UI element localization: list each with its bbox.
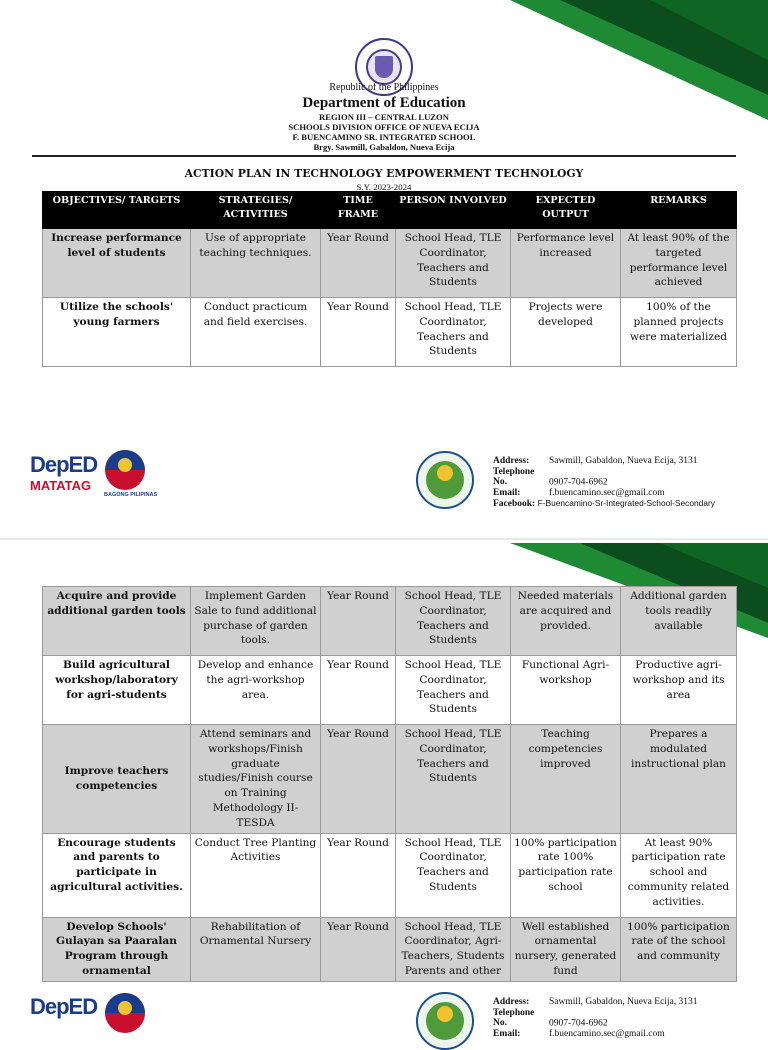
school-logo-icon <box>416 451 474 509</box>
cell-person: School Head, TLE Coordinator, Teachers and Students <box>396 229 511 298</box>
cell-person: School Head, TLE Coordinator, Agri-Teachers, Students Parents and other <box>396 917 511 981</box>
table-row <box>43 917 737 981</box>
contact-info-page2 <box>493 997 698 1039</box>
cell-remarks: At least 90% participation rate school and community related activities. <box>621 833 737 917</box>
header-strategies: STRATEGIES/ ACTIVITIES <box>191 192 321 229</box>
table-row <box>43 229 737 298</box>
cell-output: 100% participation rate 100% participation rate school <box>511 833 621 917</box>
cell-remarks: Additional garden tools readily available <box>621 587 737 656</box>
header-rule <box>32 155 736 157</box>
cell-time-frame: Year Round <box>321 725 396 834</box>
deped-logo: DepED <box>30 452 98 477</box>
table-row <box>43 725 737 834</box>
cell-strategy: Conduct practicum and field exercises. <box>191 298 321 367</box>
action-plan-table-page2 <box>42 586 737 982</box>
matatag-logo: MATATAG <box>30 478 92 493</box>
table-row <box>43 298 737 367</box>
cell-time-frame: Year Round <box>321 298 396 367</box>
department-title: Department of Education <box>302 95 466 111</box>
header-remarks: REMARKS <box>621 192 737 229</box>
cell-remarks: Productive agri-workshop and its area <box>621 656 737 725</box>
email-label: Email: <box>493 1028 521 1039</box>
cell-strategy: Implement Garden Sale to fund additional purchase of garden tools. <box>191 587 321 656</box>
cell-remarks: 100% participation rate of the school and community <box>621 917 737 981</box>
table-row <box>43 656 737 725</box>
address-label: Address: <box>493 997 530 1007</box>
cell-time-frame: Year Round <box>321 656 396 725</box>
cell-time-frame: Year Round <box>321 833 396 917</box>
telephone-label: Telephone No. <box>493 1007 535 1028</box>
cell-strategy: Use of appropriate teaching techniques. <box>191 229 321 298</box>
bagong-pilipinas-logo-icon <box>102 988 148 1034</box>
action-plan-table-page1 <box>42 191 737 367</box>
email-label: Email: <box>493 487 521 498</box>
header-objectives: OBJECTIVES/ TARGETS <box>43 192 191 229</box>
email-value: f.buencamino.sec@gmail.com <box>549 1028 665 1039</box>
telephone-value: 0907-704-6962 <box>549 1018 608 1028</box>
cell-person: School Head, TLE Coordinator, Teachers and Students <box>396 725 511 834</box>
telephone-value: 0907-704-6962 <box>549 477 608 487</box>
contact-info <box>493 456 715 510</box>
school-logo-icon <box>416 992 474 1050</box>
cell-output: Performance level increased <box>511 229 621 298</box>
header-expected-output: EXPECTED OUTPUT <box>511 192 621 229</box>
cell-strategy: Develop and enhance the agri-workshop area. <box>191 656 321 725</box>
facebook-label: Facebook: <box>493 499 536 509</box>
address-value: Sawmill, Gabaldon, Nueva Ecija, 3131 <box>549 456 698 466</box>
cell-remarks: At least 90% of the targeted performance level achieved <box>621 229 737 298</box>
republic-line: Republic of the Philippines <box>329 82 439 93</box>
document-title: ACTION PLAN IN TECHNOLOGY EMPOWERMENT TECHNOLOGY <box>184 167 584 180</box>
cell-output: Teaching competencies improved <box>511 725 621 834</box>
table-row <box>43 587 737 656</box>
cell-output: Projects were developed <box>511 298 621 367</box>
cell-strategy: Attend seminars and workshops/Finish graduate studies/Finish course on Training Methodology II-TESDA <box>191 725 321 834</box>
cell-person: School Head, TLE Coordinator, Teachers and Students <box>396 587 511 656</box>
cell-time-frame: Year Round <box>321 587 396 656</box>
cell-objective: Develop Schools' Gulayan sa Paaralan Program through ornamental <box>43 917 191 981</box>
region-line: REGION III – CENTRAL LUZON <box>319 112 449 122</box>
cell-objective: Improve teachers competencies <box>43 725 191 834</box>
bagong-pilipinas-logo-icon <box>102 445 148 491</box>
address-label: Address: <box>493 456 530 466</box>
address-value: Sawmill, Gabaldon, Nueva Ecija, 3131 <box>549 997 698 1007</box>
cell-time-frame: Year Round <box>321 229 396 298</box>
cell-person: School Head, TLE Coordinator, Teachers and Students <box>396 833 511 917</box>
school-line: F. BUENCAMINO SR. INTEGRATED SCHOOL <box>292 132 476 142</box>
table-row <box>43 833 737 917</box>
cell-strategy: Rehabilitation of Ornamental Nursery <box>191 917 321 981</box>
cell-output: Functional Agri-workshop <box>511 656 621 725</box>
cell-output: Well established ornamental nursery, generated fund <box>511 917 621 981</box>
deped-logo-page2: DepED <box>30 994 98 1019</box>
email-value: f.buencamino.sec@gmail.com <box>549 487 665 498</box>
cell-time-frame: Year Round <box>321 917 396 981</box>
cell-objective: Utilize the schools' young farmers <box>43 298 191 367</box>
table-header-row <box>43 192 737 229</box>
school-year: S.Y. 2023-2024 <box>356 182 412 192</box>
cell-objective: Build agricultural workshop/laboratory for agri-students <box>43 656 191 725</box>
cell-output: Needed materials are acquired and provided. <box>511 587 621 656</box>
telephone-label: Telephone No. <box>493 466 535 487</box>
page-break <box>0 538 768 540</box>
bagong-pilipinas-text: BAGONG PILIPINAS <box>104 492 158 498</box>
cell-objective: Encourage students and parents to participate in agricultural activities. <box>43 833 191 917</box>
address-line: Brgy. Sawmill, Gabaldon, Nueva Ecija <box>313 142 455 152</box>
header-time-frame: TIME FRAME <box>321 192 396 229</box>
cell-objective: Acquire and provide additional garden tools <box>43 587 191 656</box>
cell-objective: Increase performance level of students <box>43 229 191 298</box>
cell-strategy: Conduct Tree Planting Activities <box>191 833 321 917</box>
cell-remarks: Prepares a modulated instructional plan <box>621 725 737 834</box>
division-line: SCHOOLS DIVISION OFFICE OF NUEVA ECIJA <box>288 122 480 132</box>
cell-person: School Head, TLE Coordinator, Teachers and Students <box>396 298 511 367</box>
header-person-involved: PERSON INVOLVED <box>396 192 511 229</box>
facebook-value: F-Buencamino-Sr-Integrated-School-Secondary <box>537 498 715 508</box>
cell-person: School Head, TLE Coordinator, Teachers and Students <box>396 656 511 725</box>
cell-remarks: 100% of the planned projects were materialized <box>621 298 737 367</box>
